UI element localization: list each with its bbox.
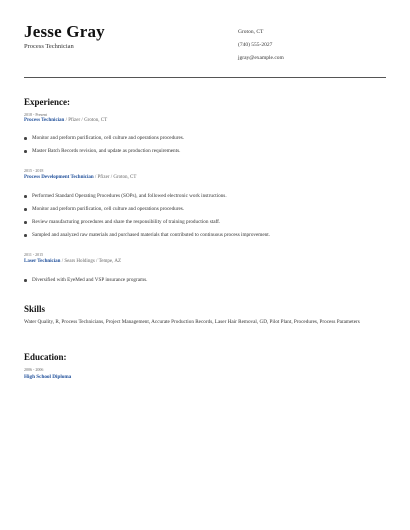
education-dates: 2006 - 2006 xyxy=(24,367,44,372)
job-company: Pfizer xyxy=(68,118,81,123)
bullet-item: Master Batch Records revision, and update as production requirements. xyxy=(24,148,374,161)
job-header xyxy=(24,259,121,264)
separator: / xyxy=(65,118,69,123)
separator: / xyxy=(94,175,98,180)
skills-heading: Skills xyxy=(24,304,46,314)
separator: / xyxy=(110,175,114,180)
contact-location: Groton, CT xyxy=(238,29,264,35)
job-role: Process Technician xyxy=(24,118,65,123)
contact-phone: (740) 555-2027 xyxy=(238,42,273,48)
job-header xyxy=(24,118,107,123)
bullet-item: Monitor and preform purification, cell culture and operations procedures. xyxy=(24,135,374,148)
job-title: Process Technician xyxy=(24,43,74,50)
job-company: Sears Holdings xyxy=(64,259,95,264)
header-divider xyxy=(24,77,386,78)
contact-email[interactable]: jgray@example.com xyxy=(238,55,284,61)
resume-name: Jesse Gray xyxy=(24,22,105,41)
bullet-item: Monitor and preform purification, cell culture and operations procedures. xyxy=(24,206,374,219)
education-degree: High School Diploma xyxy=(24,374,72,380)
job-location: Groton, CT xyxy=(113,175,137,180)
contact-info xyxy=(238,29,284,68)
job-header xyxy=(24,175,136,180)
separator: / xyxy=(96,259,99,264)
job-bullets xyxy=(24,277,374,290)
job-dates: 2015 - 2018 xyxy=(24,168,44,173)
bullet-item: Performed Standard Operating Procedures (SOPs), and followed electronic work instructions. xyxy=(24,193,374,206)
education-heading: Education: xyxy=(24,352,67,362)
separator: / xyxy=(61,259,65,264)
job-company: Pfizer xyxy=(97,175,110,180)
experience-heading: Experience: xyxy=(24,97,70,107)
bullet-item: Sampled and analyzed raw materials and purchased materials that contributed to continuous process improvement. xyxy=(24,232,374,245)
skills-list: Water Quality, R, Process Technicians, Project Management, Accurate Production Records, Laser Hair Removal, GD, Pilot Plant, Procedures, Process Parameters xyxy=(24,319,360,325)
job-bullets xyxy=(24,193,374,245)
job-role: Process Development Technician xyxy=(24,175,94,180)
job-dates: 2018 - Present xyxy=(24,112,48,117)
bullet-item: Review manufacturing procedures and share the responsibility of training production staff. xyxy=(24,219,374,232)
job-dates: 2011 - 2015 xyxy=(24,252,44,257)
job-bullets xyxy=(24,135,374,161)
job-location: Tempe, AZ xyxy=(98,259,121,264)
job-role: Laser Technician xyxy=(24,259,61,264)
bullet-item: Diversified with EyeMed and VSP insurance programs. xyxy=(24,277,374,290)
job-location: Groton, CT xyxy=(84,118,108,123)
separator: / xyxy=(81,118,85,123)
